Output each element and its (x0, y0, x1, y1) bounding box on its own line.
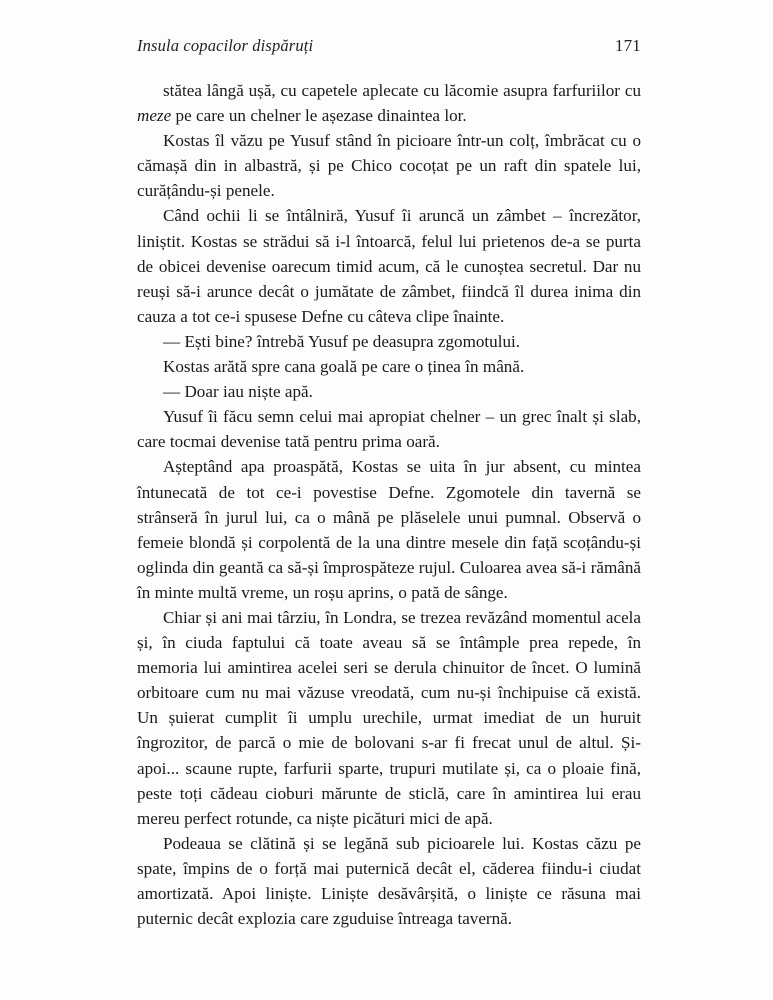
body-copy (137, 78, 641, 931)
paragraph: — Ești bine? întrebă Yusuf pe deasupra zgomotului. (163, 331, 521, 351)
paragraph: — Doar iau niște apă. (163, 382, 313, 402)
paragraph: Podeaua se clătină și se legănă sub picioarele lui. Kostas căzu pe spate, împins de o forță mai puternică decât el, căderea fiindu-i ciudat amortizată. Apoi liniște. Liniște desăvârșită, o liniște ce răsuna mai puternic decât explozia care zguduise întreaga tavernă. (137, 833, 641, 929)
text-column (137, 36, 641, 931)
paragraph: Așteptând apa proaspătă, Kostas se uita în jur absent, cu mintea întunecată de tot ce-i povestise Defne. Zgomotele din tavernă se strânseră în jurul lui, ca o mână pe plăselele unui pumnal. Observă o femeie blondă și corpolentă de la una dintre mesele din față scoțându-și oglinda din geantă ca să-și împrospăteze rujul. Culoarea avea să-i rămână în minte multă vreme, un roșu aprins, o pată de sânge. (137, 457, 641, 602)
paragraph: Kostas arătă spre cana goală pe care o ținea în mână. (163, 357, 525, 377)
running-head-title: Insula copacilor dispăruți (137, 36, 314, 55)
paragraph: Yusuf îi făcu semn celui mai apropiat chelner – un grec înalt și slab, care tocmai devenise tată pentru prima oară. (137, 407, 641, 452)
paragraph: Chiar și ani mai târziu, în Londra, se trezea revăzând momentul acela și, în ciuda faptului că toate aveau să se întâmple prea repede, în memoria lui amintirea acelei seri se derula chinuitor de încet. O lumină orbitoare cum nu mai văzuse vreodată, cum nu-și închipuise că există. Un șuierat cumplit îi umplu urechile, urmat imediat de un huruit îngrozitor, de parcă o mie de bolovani s-ar fi frecat unul de altul. Și-apoi... scaune rupte, farfurii sparte, trupuri mutilate și, ca o ploaie fină, peste toți cădeau cioburi mărunte de sticlă, care în amintirea lui erau mereu perfect rotunde, ca niște picături mici de apă. (137, 607, 641, 828)
page-number: 171 (614, 36, 641, 55)
running-head (137, 36, 641, 56)
paragraph: stătea lângă ușă, cu capetele aplecate cu lăcomie asupra farfuriilor cu meze pe care un chelner le așezase dinaintea lor. (137, 81, 641, 126)
emphasis-text: meze (137, 106, 172, 126)
paragraph: Kostas îl văzu pe Yusuf stând în picioare într-un colț, îmbrăcat cu o cămașă din in albastră, și pe Chico cocoțat pe un raft din spatele lui, curățându-și penele. (137, 131, 641, 201)
paragraph: Când ochii li se întâlniră, Yusuf îi aruncă un zâmbet – încrezător, liniștit. Kostas se strădui să i-l întoarcă, felul lui prietenos de-a se purta de obicei devenise oarecum timid acum, că le cunoștea secretul. Dar nu reuși să-i arunce decât o jumătate de zâmbet, fiindcă îl durea inima din cauza a tot ce-i spusese Defne cu câteva clipe înainte. (137, 206, 641, 326)
